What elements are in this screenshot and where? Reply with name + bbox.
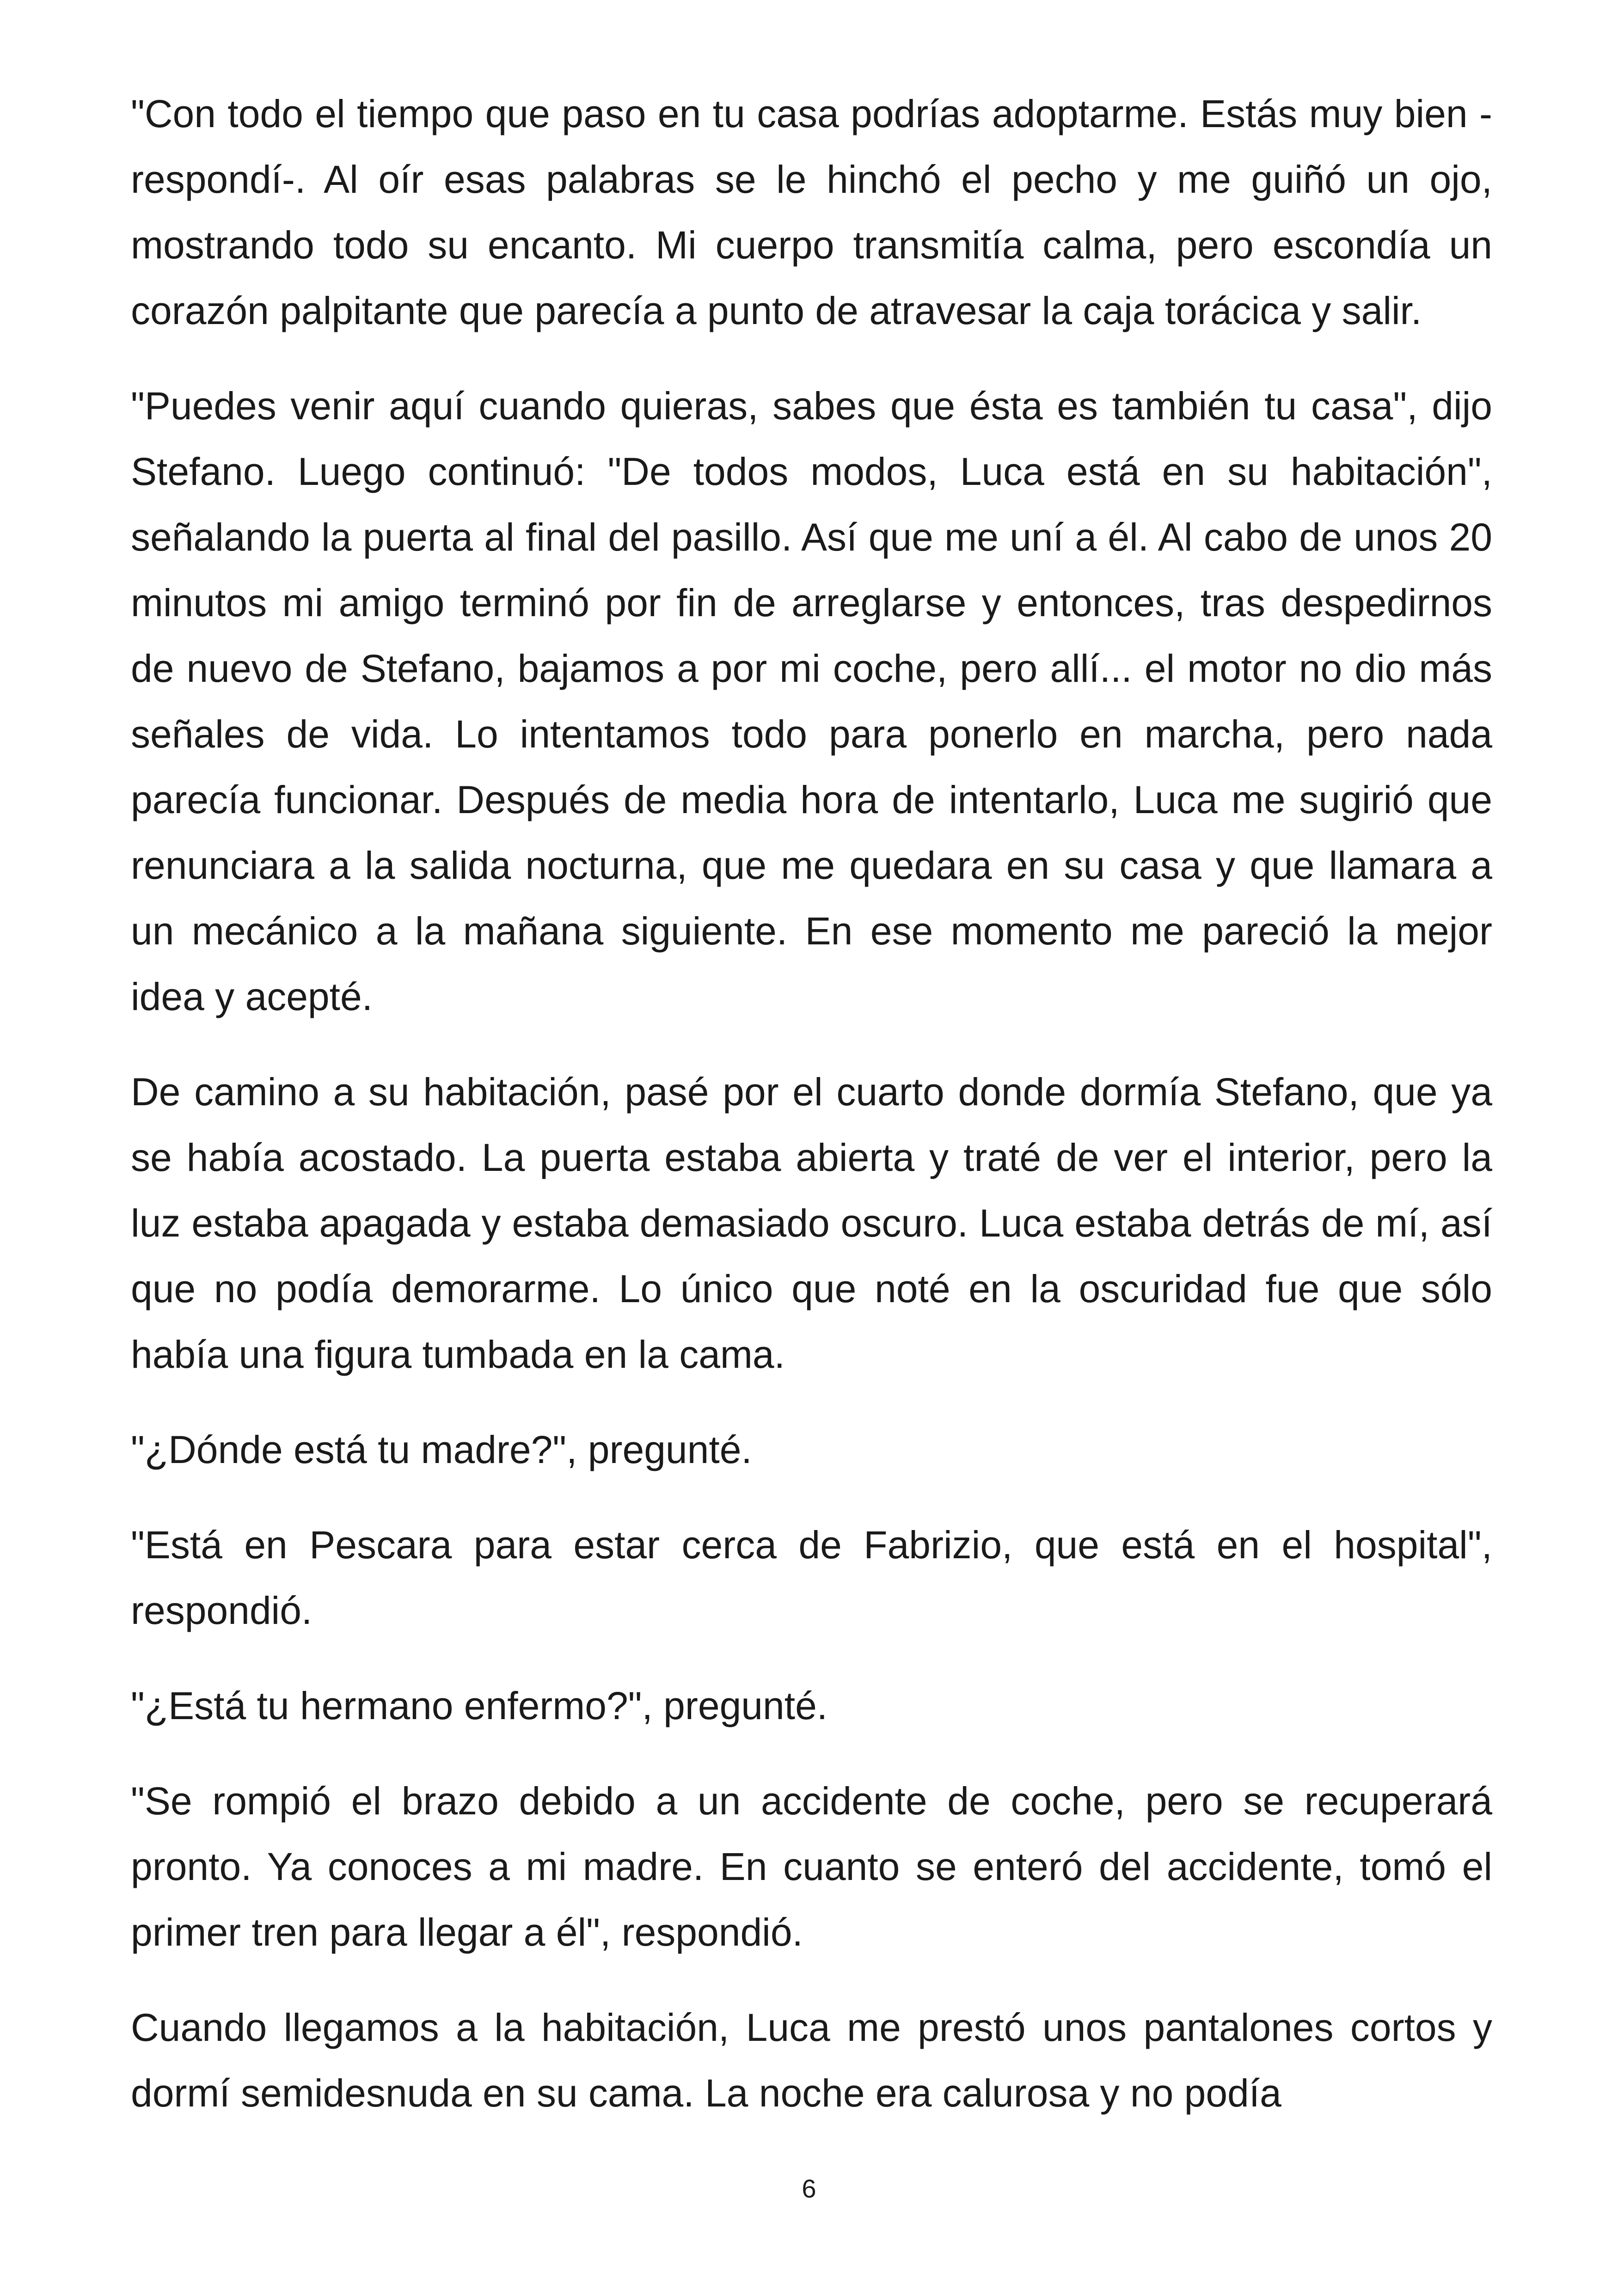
paragraph: "Está en Pescara para estar cerca de Fabrizio, que está en el hospital", respondió. — [131, 1523, 1492, 1632]
paragraph: De camino a su habitación, pasé por el cuarto donde dormía Stefano, que ya se había acostado. La puerta estaba abierta y traté de ver el interior, pero la luz estaba apagada y estaba demasiado oscuro. Luca estaba detrás de mí, así que no podía demorarme. Lo único que noté en la oscuridad fue que sólo había una figura tumbada en la cama. — [131, 1070, 1492, 1376]
body-text — [131, 81, 1492, 2126]
paragraph: "Se rompió el brazo debido a un accidente de coche, pero se recuperará pronto. Ya conoces a mi madre. En cuanto se enteró del accidente, tomó el primer tren para llegar a él", respondió. — [131, 1779, 1492, 1954]
paragraph: "Con todo el tiempo que paso en tu casa podrías adoptarme. Estás muy bien -respondí-. Al oír esas palabras se le hinchó el pecho y me guiñó un ojo, mostrando todo su encanto. Mi cuerpo transmitía calma, pero escondía un corazón palpitante que parecía a punto de atravesar la caja torácica y salir. — [131, 92, 1492, 332]
page-number: 6 — [802, 2174, 816, 2203]
paragraph: "¿Está tu hermano enfermo?", pregunté. — [131, 1684, 828, 1727]
paragraph: "Puedes venir aquí cuando quieras, sabes que ésta es también tu casa", dijo Stefano. Luego continuó: "De todos modos, Luca está en su habitación", señalando la puerta al final del pasillo. Así que me uní a él. Al cabo de unos 20 minutos mi amigo terminó por fin de arreglarse y entonces, tras despedirnos de nuevo de Stefano, bajamos a por mi coche, pero allí... el motor no dio más señales de vida. Lo intentamos todo para ponerlo en marcha, pero nada parecía funcionar. Después de media hora de intentarlo, Luca me sugirió que renunciara a la salida nocturna, que me quedara en su casa y que llamara a un mecánico a la mañana siguiente. En ese momento me pareció la mejor idea y acepté. — [131, 384, 1492, 1018]
paragraph: Cuando llegamos a la habitación, Luca me prestó unos pantalones cortos y dormí semidesnuda en su cama. La noche era calurosa y no podía — [131, 2006, 1492, 2115]
paragraph: "¿Dónde está tu madre?", pregunté. — [131, 1428, 752, 1471]
